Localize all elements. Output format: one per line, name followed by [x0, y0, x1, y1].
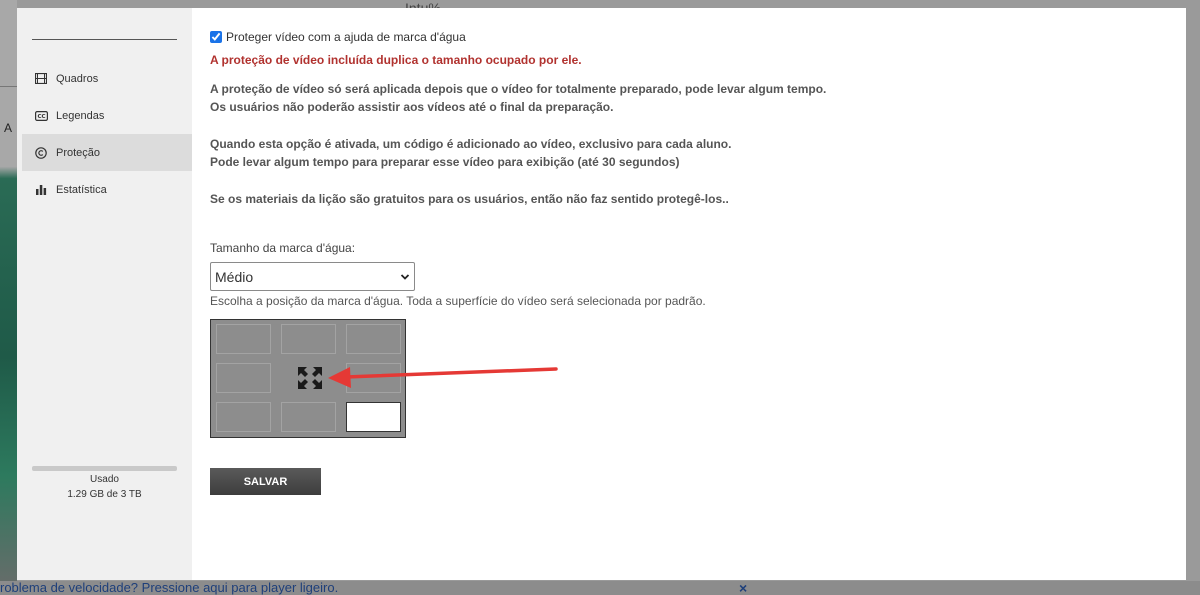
- watermark-position-hint: Escolha a posição da marca d'água. Toda a superfície do vídeo será selecionada por padrão.: [210, 294, 706, 308]
- info-text: A proteção de vídeo só será aplicada depois que o vídeo for totalmente preparado, pode levar algum tempo.: [210, 82, 827, 96]
- sidebar-item-label: Proteção: [56, 146, 101, 159]
- watermark-size-value: Médio: [215, 268, 254, 285]
- close-icon[interactable]: ×: [739, 580, 748, 595]
- size-warning-text: A proteção de vídeo incluída duplica o tamanho ocupado por ele.: [210, 53, 582, 67]
- annotation-arrow-line: [346, 369, 556, 377]
- info-text: Pode levar algum tempo para preparar esse vídeo para exibição (até 30 segundos): [210, 155, 680, 169]
- info-text: Se os materiais da lição são gratuitos para os usuários, então não faz sentido protegê-los..: [210, 192, 729, 206]
- storage-used-label: Usado: [90, 474, 119, 485]
- protect-video-label: Proteger vídeo com a ajuda de marca d'água: [226, 30, 466, 44]
- info-text: Quando esta opção é ativada, um código é adicionado ao vídeo, exclusivo para cada aluno.: [210, 137, 732, 151]
- info-text: Os usuários não poderão assistir aos vídeos até o final da preparação.: [210, 100, 614, 114]
- watermark-size-label: Tamanho da marca d'água:: [210, 241, 356, 255]
- sidebar-item-label: Legendas: [56, 109, 105, 122]
- background-fragment-text: A: [4, 121, 13, 135]
- svg-text:CC: CC: [36, 113, 46, 120]
- player-speed-notice-link[interactable]: roblema de velocidade? Pressione aqui para player ligeiro.: [0, 580, 339, 595]
- annotation-arrow-head: [328, 367, 351, 388]
- sidebar-item-label: Estatística: [56, 183, 107, 196]
- storage-used-value: 1.29 GB de 3 TB: [67, 489, 142, 500]
- sidebar-item-label: Quadros: [56, 72, 99, 85]
- save-button[interactable]: SALVAR: [210, 468, 321, 495]
